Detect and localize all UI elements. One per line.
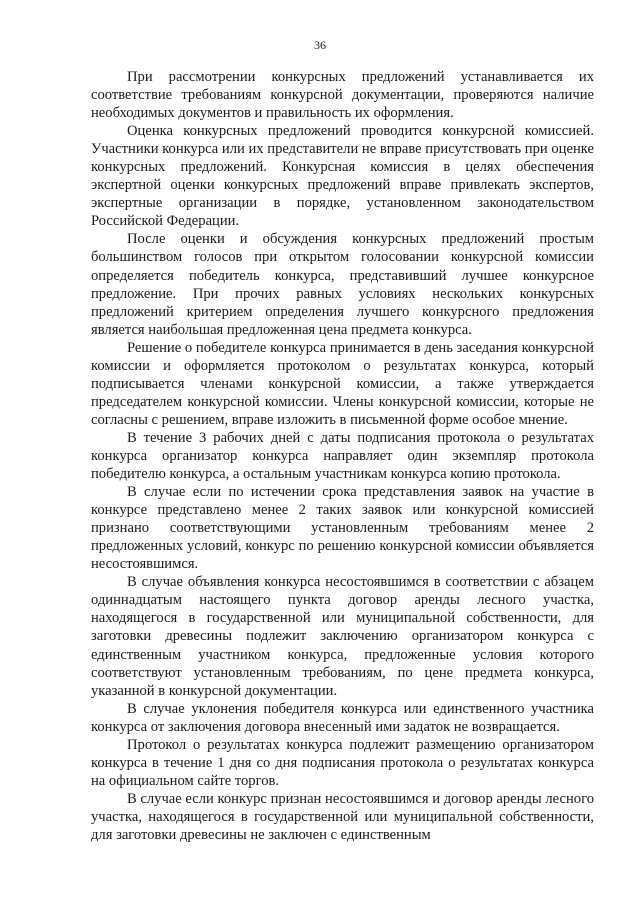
paragraph-10: В случае если конкурс признан несостоявшимся и договор аренды лесного участка, находящегося в государственной или муниципальной собственности, для заготовки древесины не заключен с единственным [91,790,594,843]
paragraph-7: В случае объявления конкурса несостоявшимся в соответствии с абзацем одиннадцатым настоящего пункта договор аренды лесного участка, находящегося в государственной или муниципальной собственности, для заготовки древесины подлежит заключению организатором конкурса с единственным участником конкурса, предложенные условия которого соответствуют установленным требованиям, по цене предмета конкурса, указанной в конкурсной документации. [91,574,594,699]
paragraph-5: В течение 3 рабочих дней с даты подписания протокола о результатах конкурса организатор конкурса направляет один экземпляр протокола победителю конкурса, а остальным участникам конкурса копию протокола. [91,429,594,483]
paragraph-1: При рассмотрении конкурсных предложений устанавливается их соответствие требованиям конкурсной документации, проверяются наличие необходимых документов и правильность их оформления. [91,69,594,122]
paragraph-4: Решение о победителе конкурса принимается в день заседания конкурсной комиссии и оформляется протоколом о результатах конкурса, который подписывается членами конкурсной комиссии, а также утверждается председателем конкурсной комиссии. Члены конкурсной комиссии, которые не согласны с решением, вправе изложить в письменной форме особое мнение. [91,339,594,428]
paragraph-9: Протокол о результатах конкурса подлежит размещению организатором конкурса в течение 1 дня со дня подписания протокола о результатах конкурса на официальном сайте торгов. [91,736,594,789]
paragraph-2: Оценка конкурсных предложений проводится конкурсной комиссией. Участники конкурса или их представители не вправе присутствовать при оценке конкурсных предложений. Конкурсная комиссия в целях обеспечения экспертной оценки конкурсных предложений вправе привлекать экспертов, экспертные организации в порядке, установленном законодательством Российской Федерации. [91,123,594,230]
paragraph-3: После оценки и обсуждения конкурсных предложений простым большинством голосов при открытом голосовании конкурсной комиссии определяется победитель конкурса, представивший лучшее конкурсное предложение. При прочих равных условиях нескольких конкурсных предложений критерием определения лучшего конкурсного предложения является наибольшая предложенная цена предмета конкурса. [91,231,594,338]
paragraph-8: В случае уклонения победителя конкурса или единственного участника конкурса от заключения договора внесенный ими задаток не возвращается. [91,700,594,735]
paragraph-6: В случае если по истечении срока представления заявок на участие в конкурсе представлено менее 2 таких заявок или конкурсной комиссией признано соответствующими установленным требованиям менее 2 предложенных условий, конкурс по решению конкурсной комиссии объявляется несостоявшимся. [91,484,594,573]
page-number: 36 [314,38,326,52]
document-body [91,68,594,844]
